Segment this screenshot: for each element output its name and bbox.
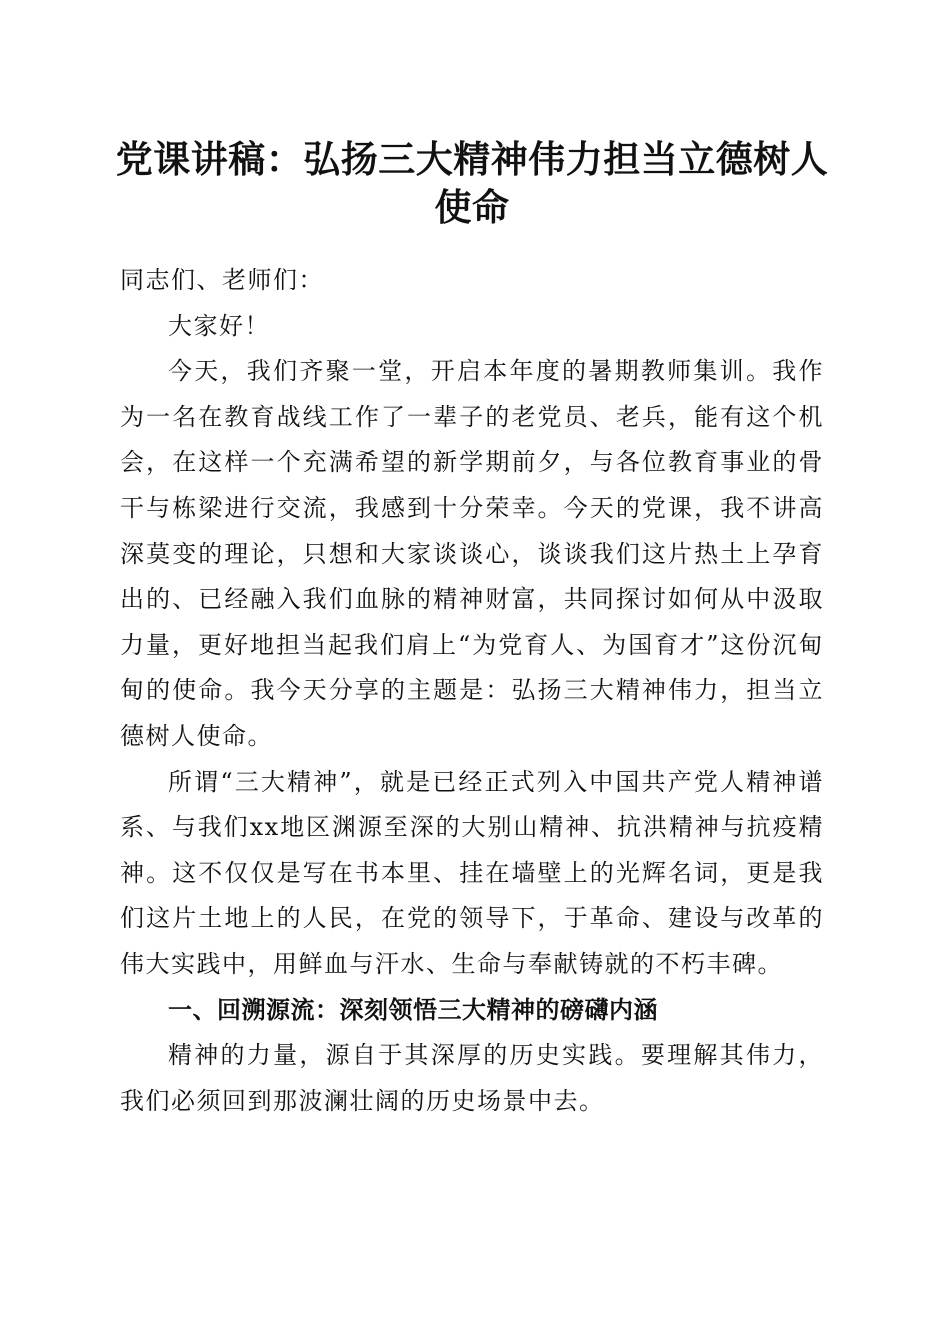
document-title: 党课讲稿：弘扬三大精神伟力担当立德树人使命	[115, 138, 829, 229]
salutation: 同志们、老师们：	[120, 266, 324, 294]
document-body	[120, 258, 824, 1124]
section-heading: 一、回溯源流：深刻领悟三大精神的磅礴内涵	[168, 995, 658, 1024]
paragraph-intro: 今天，我们齐聚一堂，开启本年度的暑期教师集训。我作为一名在教育战线工作了一辈子的老党员、老兵，能有这个机会，在这样一个充满希望的新学期前夕，与各位教育事业的骨干与栋梁进行交流，我感到十分荣幸。今天的党课，我不讲高深莫变的理论，只想和大家谈谈心，谈谈我们这片热土上孕育出的、已经融入我们血脉的精神财富，共同探讨如何从中汲取力量，更好地担当起我们肩上“为党育人、为国育才”这份沉甸甸的使命。我今天分享的主题是：弘扬三大精神伟力，担当立德树人使命。	[120, 357, 824, 750]
paragraph-section-intro: 精神的力量，源自于其深厚的历史实践。要理解其伟力，我们必须回到那波澜壮阔的历史场景中去。	[120, 1041, 824, 1115]
greeting: 大家好！	[168, 311, 270, 340]
paragraph-three-spirits: 所谓“三大精神”，就是已经正式列入中国共产党人精神谱系、与我们xx地区渊源至深的大别山精神、抗洪精神与抗疫精神。这不仅仅是写在书本里、挂在墙壁上的光辉名词，更是我们这片土地上的人民，在党的领导下，于革命、建设与改革的伟大实践中，用鲜血与汗水、生命与奉献铸就的不朽丰碑。	[120, 767, 824, 978]
